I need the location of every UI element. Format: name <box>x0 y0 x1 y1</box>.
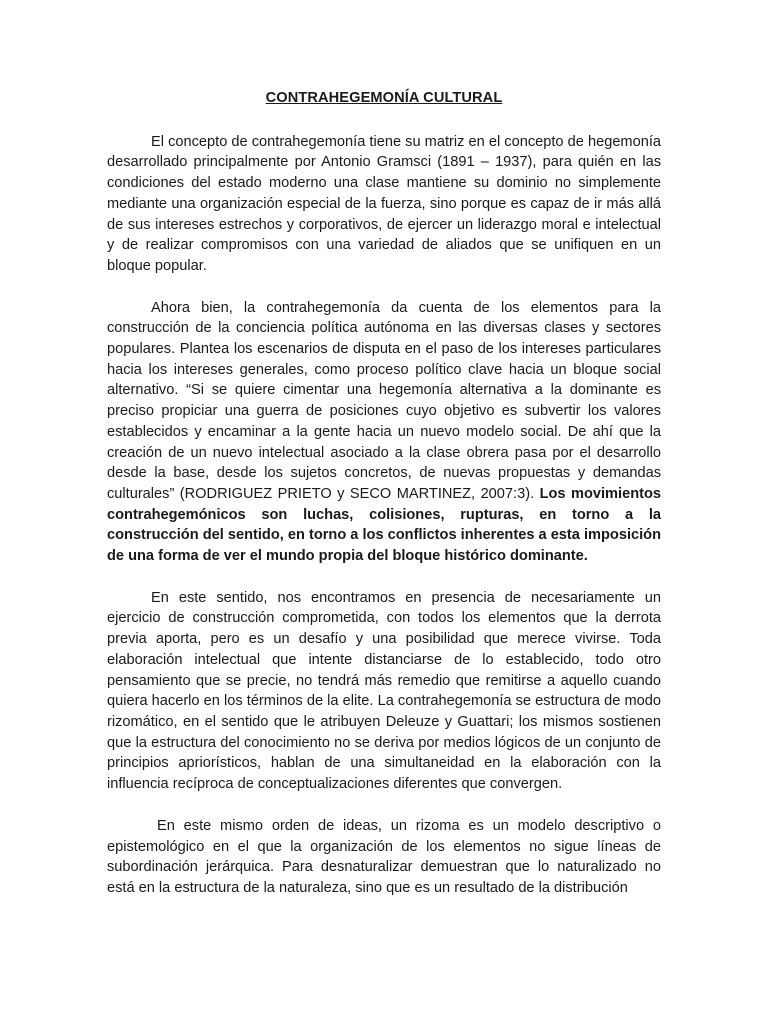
paragraph-3 <box>107 588 661 795</box>
paragraph-2-text: Ahora bien, la contrahegemonía da cuenta de los elementos para la construcción de la conciencia política autónoma en las diversas clases y sectores populares. Plantea los escenarios de disputa en el paso de los intereses particulares hacia los intereses generales, como proceso político clave hacia un bloque social alternativo. “Si se quiere cimentar una hegemonía alternativa a la dominante es preciso propiciar una guerra de posiciones cuyo objetivo es subvertir los valores establecidos y encaminar a la gente hacia un nuevo modelo social. De ahí que la creación de un nuevo intelectual asociado a la clase obrera pasa por el desarrollo desde la base, desde los sujetos concretos, de nuevas propuestas y demandas culturales” (RODRIGUEZ PRIETO y SECO MARTINEZ, 2007:3). <box>107 299 661 502</box>
paragraph-2 <box>107 298 661 567</box>
paragraph-1 <box>107 132 661 277</box>
paragraph-2-bold-text: Los movimientos contrahegemónicos son luchas, colisiones, rupturas, en torno a la construcción del sentido, en torno a los conflictos inherentes a esta imposición de una forma de ver el mundo propia del bloque histórico dominante. <box>107 485 662 565</box>
paragraph-4-text: En este mismo orden de ideas, un rizoma es un modelo descriptivo o epistemológico en el que la organización de los elementos no sigue líneas de subordinación jerárquica. Para desnaturalizar demuestran que lo naturalizado no está en la estructura de la naturaleza, sino que es un resultado de la distribución <box>107 817 661 896</box>
paragraph-4 <box>107 816 661 899</box>
document-body <box>107 88 661 899</box>
paragraph-1-text: El concepto de contrahegemonía tiene su matriz en el concepto de hegemonía desarrollado principalmente por Antonio Gramsci (1891 – 1937), para quién en las condiciones del estado moderno una clase mantiene su dominio no simplemente mediante una organización especial de la fuerza, sino porque es capaz de ir más allá de sus intereses estrechos y corporativos, de ejercer un liderazgo moral e intelectual y de realizar compromisos con una variedad de aliados que se unifiquen en un bloque popular. <box>107 133 661 274</box>
document-title: CONTRAHEGEMONÍA CULTURAL <box>265 90 503 106</box>
paragraph-3-text: En este sentido, nos encontramos en presencia de necesariamente un ejercicio de construcción comprometida, con todos los elementos que la derrota previa aporta, pero es un desafío y una posibilidad que merece vivirse. Toda elaboración intelectual que intente distanciarse de lo establecido, todo otro pensamiento que se precie, no tendrá más remedio que remitirse a aquello cuando quiera hacerlo en los términos de la elite. La contrahegemonía se estructura de modo rizomático, en el sentido que le atribuyen Deleuze y Guattari; los mismos sostienen que la estructura del conocimiento no se deriva por medios lógicos de un conjunto de principios apriorísticos, hablan de una simultaneidad en la elaboración con la influencia recíproca de conceptualizaciones diferentes que convergen. <box>107 589 661 793</box>
